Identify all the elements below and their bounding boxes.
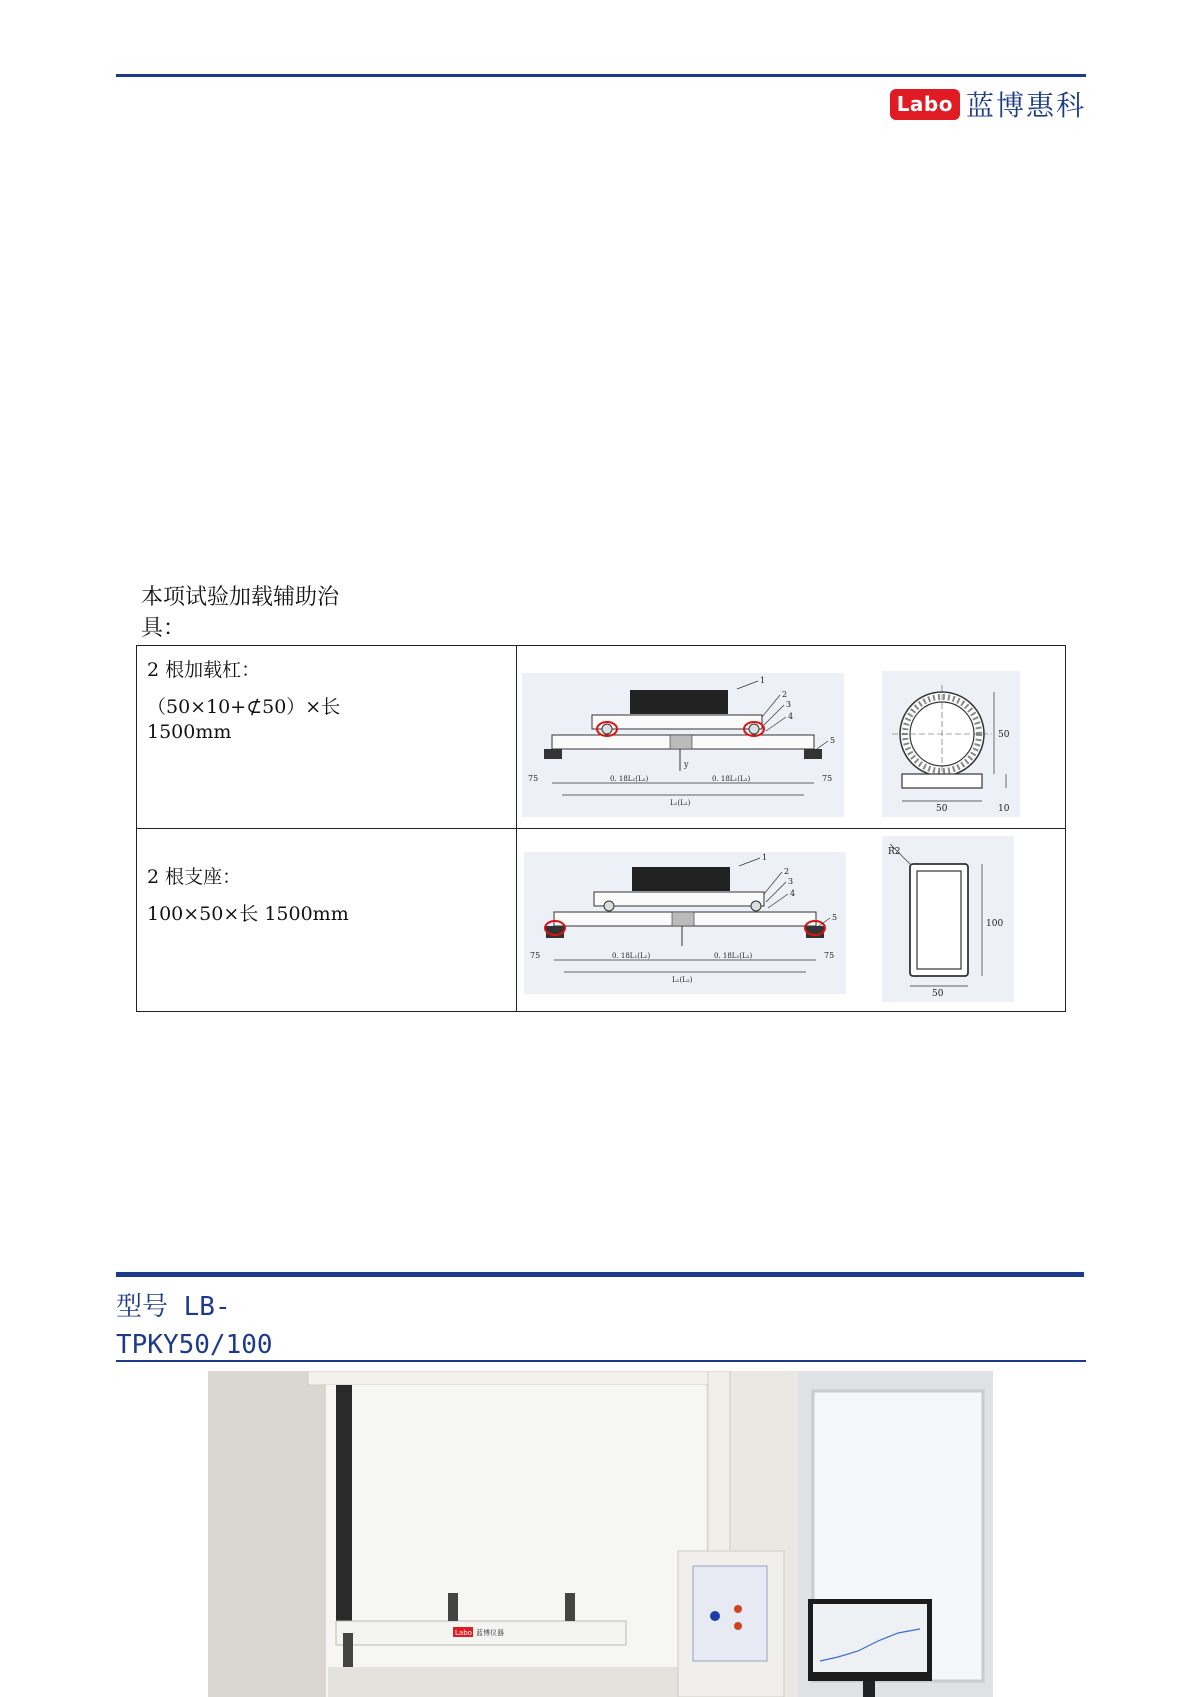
callout-1: 1 — [762, 853, 768, 862]
control-panel — [693, 1566, 767, 1661]
loading-bar-spec-line2: 1500mm — [147, 721, 232, 743]
tube-dim-50-bottom: 50 — [936, 804, 948, 814]
rect-tube-section-figure — [882, 836, 1014, 1002]
tube-dim-10: 10 — [998, 804, 1010, 814]
y-label: y — [684, 760, 689, 769]
dim-018-right: 0. 18L₁(L₂) — [712, 775, 751, 783]
fixture-table — [136, 645, 1066, 1012]
dim-018-left: 0. 18L₁(L₂) — [610, 775, 649, 783]
dim-75-right: 75 — [822, 774, 833, 783]
dim-75-left: 75 — [528, 774, 539, 783]
callout-2: 2 — [782, 690, 788, 699]
tube-dim-50-side: 50 — [998, 730, 1010, 740]
rect-tube-section-svg — [882, 836, 1014, 1002]
table-row — [137, 646, 1066, 829]
loading-bar-left — [602, 724, 612, 734]
callout-4: 4 — [790, 889, 796, 898]
rect-dim-100: 100 — [986, 919, 1004, 929]
model-title-line2: TPKY50/100 — [116, 1330, 273, 1360]
loading-bar-title: 2 根加载杠： — [147, 659, 261, 681]
support-right — [804, 749, 822, 759]
support-left — [544, 749, 562, 759]
callout-3: 3 — [788, 877, 794, 886]
callout-1: 1 — [760, 676, 766, 685]
loading-schematic-figure — [522, 673, 844, 817]
support-right — [806, 926, 824, 938]
dim-span: L₁(L₂) — [672, 976, 693, 984]
loading-bar-description — [137, 646, 517, 829]
rect-dim-50: 50 — [932, 989, 944, 999]
tube-section-figure — [882, 671, 1020, 817]
callout-4: 4 — [788, 712, 794, 721]
dim-span: L₁(L₂) — [670, 799, 691, 807]
dim-75-left: 75 — [530, 951, 541, 960]
support-schematic-figure — [524, 852, 846, 994]
callout-3: 3 — [786, 700, 792, 709]
brand-badge: Labo — [890, 89, 960, 120]
section-rule-bottom — [116, 1360, 1086, 1362]
model-title-line1: 型号 LB- — [116, 1292, 231, 1322]
brand-logo — [890, 84, 1086, 124]
header-rule — [116, 74, 1086, 77]
support-figures — [517, 829, 1066, 1012]
tube-section-svg — [882, 671, 1020, 817]
support-left — [546, 926, 564, 938]
support-spec-line1: 100×50×长 1500mm — [147, 903, 349, 925]
machine-logo-text: 蓝博仪器 — [476, 1629, 504, 1637]
load-block — [630, 690, 728, 714]
loading-bar-right — [749, 724, 759, 734]
table-row — [137, 829, 1066, 1012]
support-description — [137, 829, 517, 1012]
dim-75-right: 75 — [824, 951, 835, 960]
loading-bar-spec-line1: （50×10+⊄50）×长 — [147, 696, 341, 718]
support-title: 2 根支座： — [147, 866, 242, 888]
rect-radius: R2 — [888, 847, 901, 857]
brand-name: 蓝博惠科 — [965, 89, 1086, 122]
model-title — [116, 1288, 273, 1364]
machine-photo-svg — [208, 1371, 993, 1697]
intro-text: 本项试验加载辅助治具： — [141, 585, 340, 641]
callout-2: 2 — [784, 867, 790, 876]
dim-018-right: 0. 18L₁(L₂) — [714, 952, 753, 960]
loading-schematic-svg — [522, 673, 844, 817]
section-rule-top — [116, 1272, 1084, 1277]
dim-018-left: 0. 18L₁(L₂) — [612, 952, 651, 960]
callout-5: 5 — [830, 736, 836, 745]
joint-block — [670, 735, 692, 749]
machine-photo — [208, 1371, 993, 1697]
callout-5: 5 — [832, 913, 838, 922]
support-schematic-svg — [524, 852, 846, 994]
loading-bar-figures — [517, 646, 1066, 829]
vertical-rail — [336, 1385, 352, 1625]
machine-logo: Labo — [455, 1629, 472, 1637]
